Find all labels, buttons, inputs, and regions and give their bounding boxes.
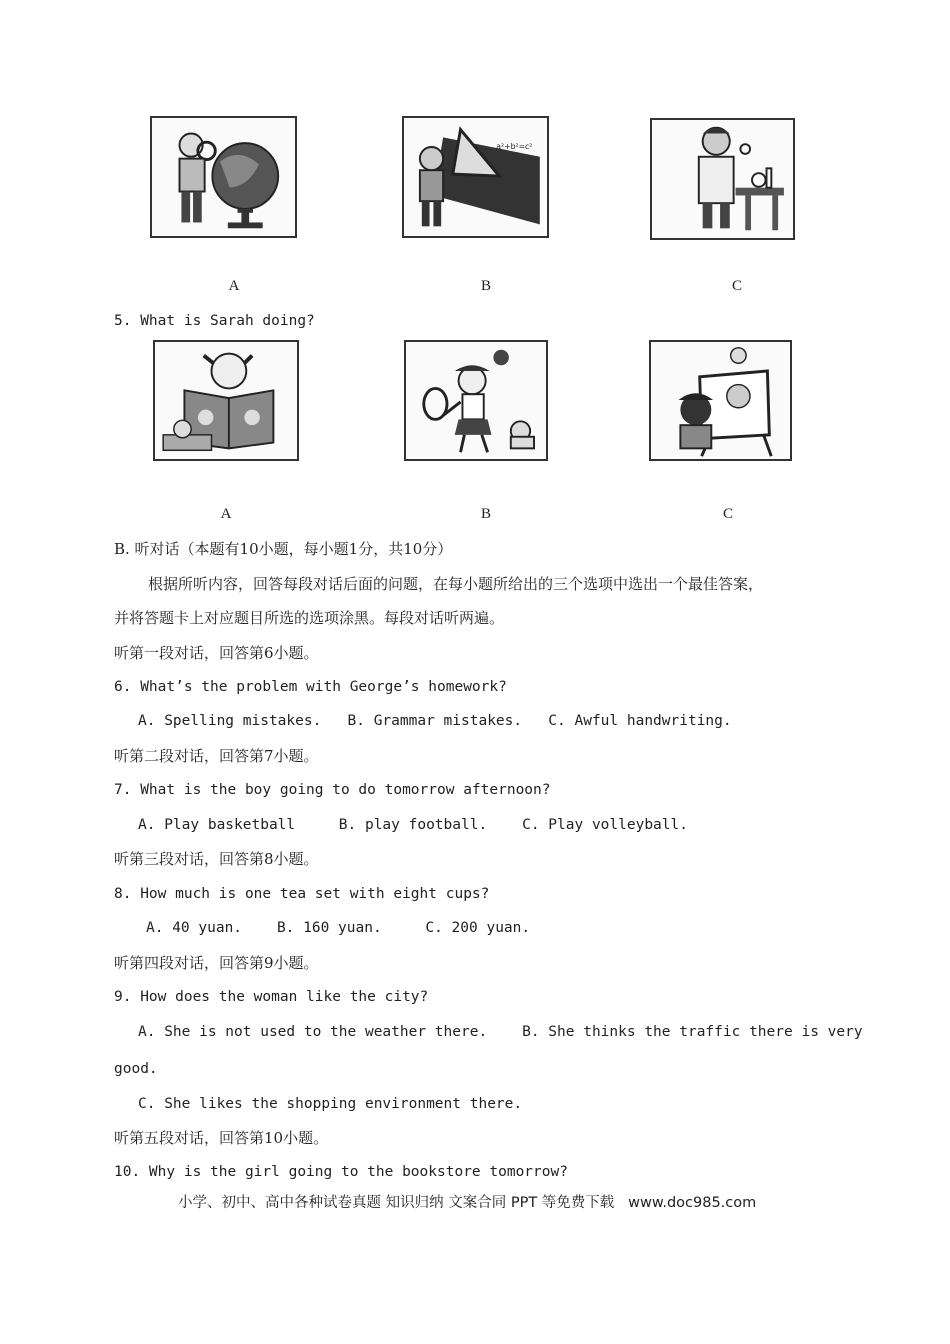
q5-option-b-label: B — [480, 506, 491, 522]
svg-text:a²+b²=c²: a²+b²=c² — [496, 141, 533, 151]
row1-option-a-label: A — [228, 278, 240, 294]
dialog-5-instruction: 听第五段对话，回答第10小题。 — [114, 1129, 329, 1147]
page-footer: 小学、初中、高中各种试卷真题 知识归纳 文案合同 PPT 等免费下载 www.doc985.com — [178, 1195, 757, 1211]
q5-option-a-label: A — [220, 506, 232, 522]
boy-telescope-math-picture — [402, 116, 549, 238]
question-7: 7. What is the boy going to do tomorrow afternoon? — [114, 782, 551, 798]
dialog-2-instruction: 听第二段对话，回答第7小题。 — [114, 747, 319, 765]
question-10: 10. Why is the girl going to the bookstore tomorrow? — [114, 1164, 568, 1180]
question-9-option-b-continued: good. — [114, 1061, 158, 1077]
girl-reading-book-picture — [153, 340, 299, 461]
dialog-1-instruction: 听第一段对话，回答第6小题。 — [114, 644, 319, 662]
question-6-options: A. Spelling mistakes. B. Grammar mistakes. C. Awful handwriting. — [138, 713, 732, 729]
question-9-option-c: C. She likes the shopping environment there. — [138, 1096, 523, 1112]
section-b-instruction-line-2: 并将答题卡上对应题目所选的选项涂黑。每段对话听两遍。 — [114, 609, 505, 627]
dialog-3-instruction: 听第三段对话，回答第8小题。 — [114, 850, 319, 868]
row1-option-c-label: C — [731, 278, 742, 294]
question-8-options: A. 40 yuan. B. 160 yuan. C. 200 yuan. — [146, 920, 531, 936]
girl-playing-tennis-picture — [404, 340, 548, 461]
q5-option-c-label: C — [722, 506, 733, 522]
question-6: 6. What’s the problem with George’s homework? — [114, 679, 507, 695]
boy-magnifier-globe-picture — [150, 116, 297, 238]
section-b-heading: B. 听对话（本题有10小题，每小题1分，共10分） — [114, 540, 453, 558]
row1-option-b-label: B — [480, 278, 491, 294]
dialog-4-instruction: 听第四段对话，回答第9小题。 — [114, 954, 319, 972]
section-b-instruction-line-1: 根据所听内容，回答每段对话后面的问题，在每小题所给出的三个选项中选出一个最佳答案， — [148, 575, 764, 593]
question-9: 9. How does the woman like the city? — [114, 989, 429, 1005]
question-7-options: A. Play basketball B. play football. C. Play volleyball. — [138, 817, 688, 833]
question-9-options-a-b: A. She is not used to the weather there. B. She thinks the traffic there is very — [138, 1024, 863, 1040]
question-8: 8. How much is one tea set with eight cups? — [114, 886, 490, 902]
girl-painting-cat-picture — [649, 340, 792, 461]
question-5: 5. What is Sarah doing? — [114, 313, 315, 329]
boy-chemistry-lab-picture — [650, 118, 795, 240]
